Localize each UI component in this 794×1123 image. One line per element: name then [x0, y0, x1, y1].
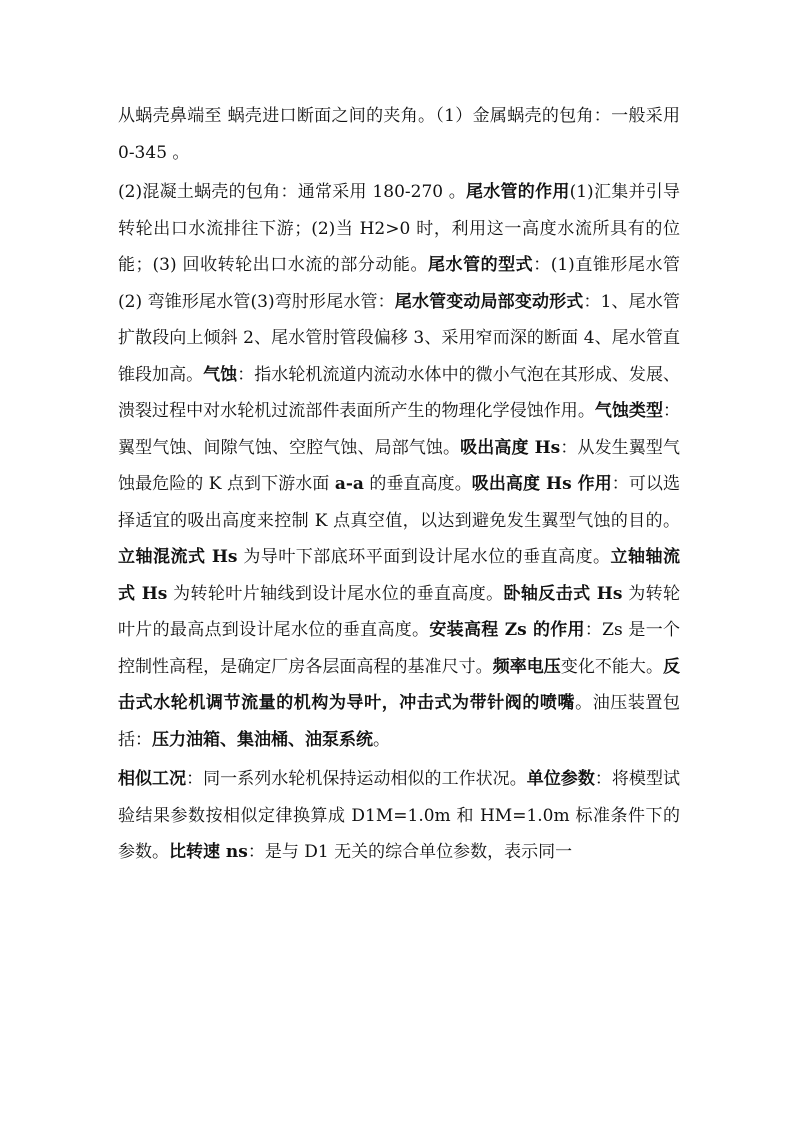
bold-term: 尾水管变动局部变动形式 — [394, 291, 584, 312]
bold-term: a-a — [334, 474, 364, 494]
text-run: ：可以选择适宜的吸出高度来控制 K 点真空值，以达到避免发生翼型气蚀的目的。 — [118, 474, 680, 531]
text-run: 变化不能大。 — [560, 656, 663, 677]
bold-term: 立轴轴流式 Hs — [118, 547, 681, 604]
bold-term: 尾水管的作用 — [466, 182, 570, 202]
text-run: ：(1)直锥形尾水管(2) 弯锥形尾水管(3)弯肘形尾水管： — [118, 255, 681, 312]
text-run: 。 — [373, 729, 390, 750]
bold-term: 安装高程 Zs 的作用 — [429, 620, 585, 640]
text-run: ：将模型试验结果参数按相似定律换算成 D1M=1.0m 和 HM=1.0m 标准条件下的参数。 — [118, 769, 680, 862]
text-run: (2)混凝土蜗壳的包角：通常采用 180-270 。 — [118, 182, 467, 202]
text-run: 为转轮叶片的最高点到设计尾水位的垂直高度。 — [118, 583, 680, 640]
text-run: ：Zs 是一个控制性高程，是确定厂房各层面高程的基准尺寸。 — [118, 620, 680, 677]
bold-term: 压力油箱、集油桶、油泵系统 — [152, 729, 373, 750]
paragraph — [118, 174, 680, 758]
text-run: ：指水轮机流道内流动水体中的微小气泡在其形成、发展、溃裂过程中对水轮机过流部件表面所产生的物理化学侵蚀作用。 — [118, 364, 680, 421]
text-run: 。油压装置包括： — [118, 693, 681, 750]
bold-term: 吸出高度 Hs 作用 — [471, 474, 612, 494]
bold-term: 频率电压 — [492, 656, 561, 677]
text-run: 为转轮叶片轴线到设计尾水位的垂直高度。 — [167, 583, 504, 604]
bold-term: 立轴混流式 Hs — [118, 547, 238, 567]
text-run: (1)汇集并引导转轮出口水流排往下游；(2)当 H2>0 时，利用这一高度水流所具有的位能；(3) 回收转轮出口水流的部分动能。 — [118, 182, 681, 275]
text-run: 的垂直高度。 — [363, 474, 472, 494]
bold-term: 吸出高度 Hs — [460, 437, 561, 458]
bold-term: 相似工况 — [118, 769, 187, 789]
text-run: ：翼型气蚀、间隙气蚀、空腔气蚀、局部气蚀。 — [118, 401, 680, 458]
text-run: 为导叶下部底环平面到设计尾水位的垂直高度。 — [237, 547, 611, 567]
bold-term: 尾水管的型式 — [428, 255, 534, 275]
text-run: ：同一系列水轮机保持运动相似的工作状况。 — [186, 769, 527, 789]
text-run: ：从发生翼型气蚀最危险的 K 点到下游水面 — [118, 437, 681, 494]
bold-term: 气蚀类型 — [594, 401, 663, 421]
text-run: ：是与 D1 无关的综合单位参数，表示同一 — [247, 842, 573, 862]
bold-term: 气蚀 — [203, 364, 238, 385]
document-page — [118, 98, 680, 871]
text-run: 从蜗壳鼻端至 蜗壳进口断面之间的夹角。（1）金属蜗壳的包角：一般采用 0-345 。 — [118, 106, 680, 163]
text-run: ：1、尾水管扩散段向上倾斜 2、尾水管肘管段偏移 3、采用窄而深的断面 4、尾水管直锥段加高。 — [118, 291, 680, 385]
bold-term: 反击式水轮机调节流量的机构为导叶，冲击式为带针阀的喷嘴 — [118, 656, 680, 713]
bold-term: 卧轴反击式 Hs — [503, 583, 623, 604]
paragraph — [118, 761, 680, 871]
paragraph — [118, 98, 680, 171]
bold-term: 比转速 ns — [169, 842, 248, 862]
bold-term: 单位参数 — [526, 769, 595, 789]
